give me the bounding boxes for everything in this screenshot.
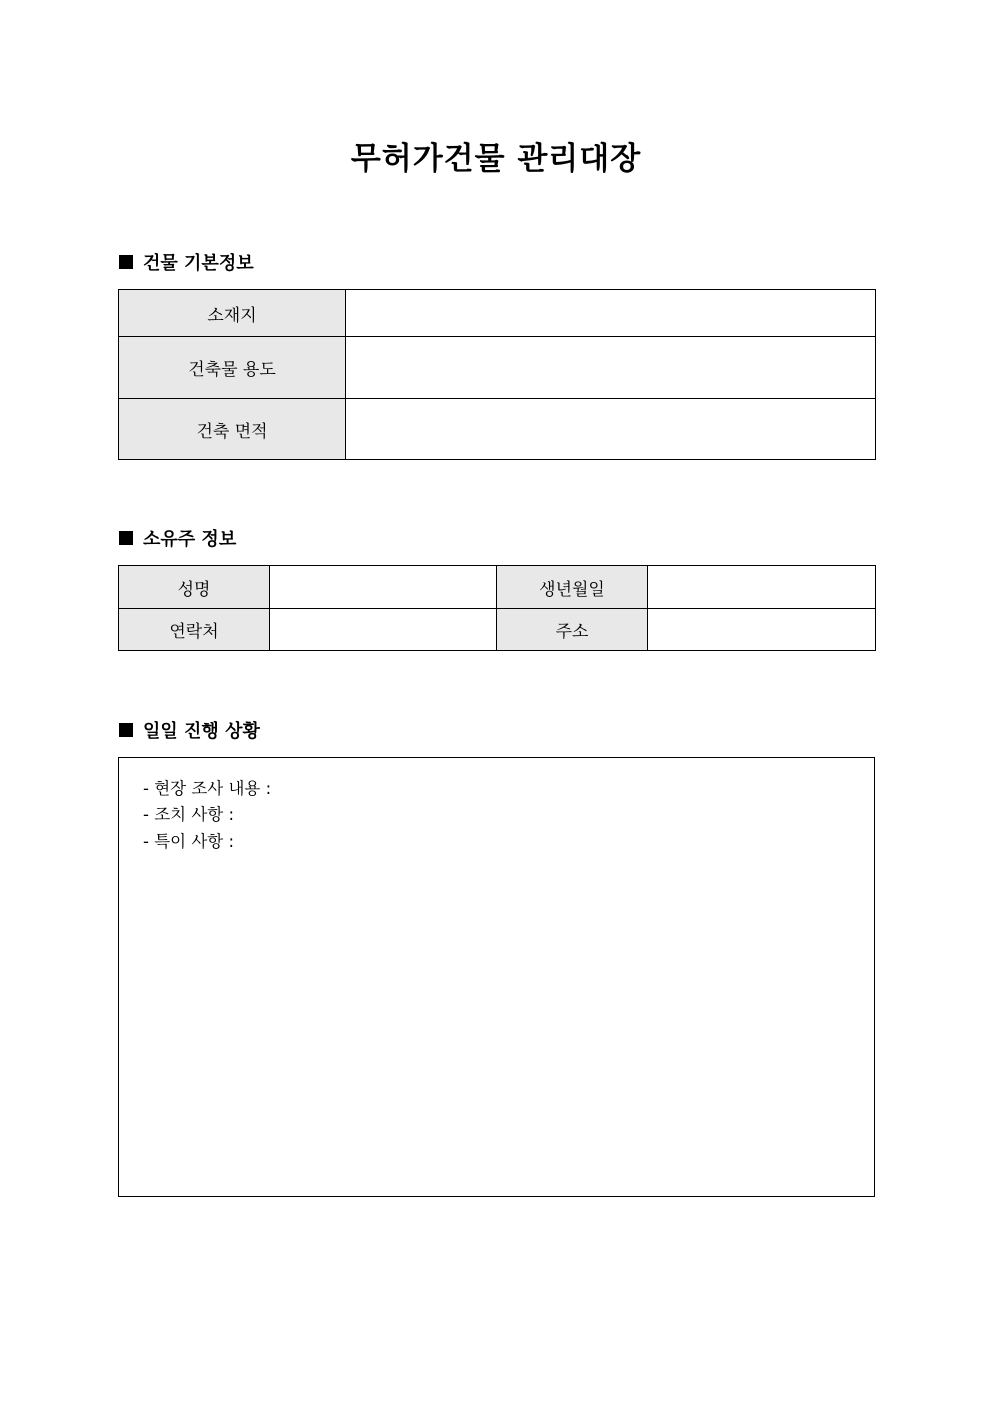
table-row	[119, 566, 876, 609]
section-heading-building	[119, 253, 254, 275]
note-line-remarks: - 특이 사항 :	[143, 832, 235, 851]
label-birthdate: 생년월일	[497, 566, 648, 609]
label-location: 소재지	[119, 290, 346, 337]
table-row	[119, 399, 876, 460]
owner-info-table	[118, 565, 876, 651]
value-building-area[interactable]	[346, 399, 876, 460]
section-heading-text: 건물 기본정보	[143, 253, 254, 274]
label-address: 주소	[497, 609, 648, 651]
square-bullet-icon	[119, 531, 133, 545]
value-contact[interactable]	[270, 609, 497, 651]
table-row	[119, 337, 876, 399]
building-info-table	[118, 289, 876, 460]
square-bullet-icon	[119, 723, 133, 737]
value-birthdate[interactable]	[648, 566, 876, 609]
value-name[interactable]	[270, 566, 497, 609]
note-line-site-survey: - 현장 조사 내용 :	[143, 779, 272, 798]
section-heading-text: 소유주 정보	[143, 529, 237, 550]
section-heading-owner	[119, 529, 236, 551]
label-building-use: 건축물 용도	[119, 337, 346, 399]
table-row	[119, 609, 876, 651]
label-name: 성명	[119, 566, 270, 609]
label-building-area: 건축 면적	[119, 399, 346, 460]
value-address[interactable]	[648, 609, 876, 651]
section-heading-text: 일일 진행 상황	[143, 721, 260, 742]
note-line-actions: - 조치 사항 :	[143, 805, 235, 824]
value-building-use[interactable]	[346, 337, 876, 399]
table-row	[119, 290, 876, 337]
square-bullet-icon	[119, 255, 133, 269]
page-title: 무허가건물 관리대장	[350, 141, 642, 177]
daily-progress-box[interactable]	[118, 757, 875, 1197]
value-location[interactable]	[346, 290, 876, 337]
label-contact: 연락처	[119, 609, 270, 651]
section-heading-progress	[119, 721, 260, 743]
